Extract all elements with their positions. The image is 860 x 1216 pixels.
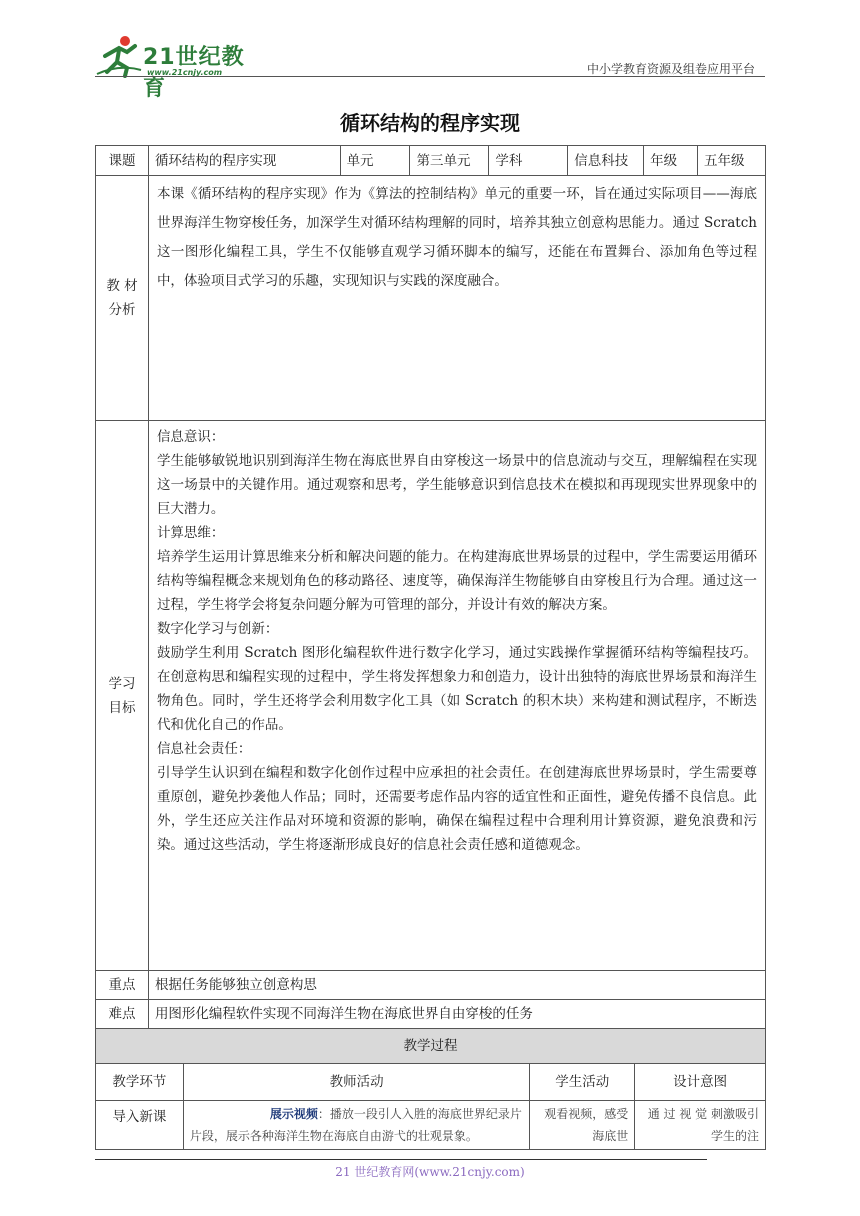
header-teacher: 教师活动 (183, 1064, 530, 1101)
goal-heading-info: 信息意识： (156, 429, 225, 445)
key-point-label: 重点 (96, 971, 149, 1000)
teacher-activity-text: ：播放一段引人入胜的海底世界纪录片片段，展示各种海洋生物在海底自由游弋的壮观景象。 (189, 1107, 522, 1143)
process-row (96, 1101, 766, 1150)
goal-heading-computational: 计算思维： (156, 525, 225, 541)
goals-text-cell (148, 421, 765, 971)
page-title: 循环结构的程序实现 (340, 111, 520, 135)
header-stage: 教学环节 (96, 1064, 184, 1101)
analysis-label-line2: 分析 (108, 302, 136, 318)
grade-label: 年级 (644, 146, 698, 176)
difficulty-row (96, 1000, 766, 1029)
goal-text-responsibility: 引导学生认识到在编程和数字化创作过程中应承担的社会责任。在创建海底世界场景时，学生需要尊重原创，避免抄袭他人作品；同时，还需要考虑作品内容的适宜性和正面性，避免传播不良信息。此外，学生还应关注作品对环境和资源的影响，确保在编程过程中合理利用计算资源，避免浪费和污染。通过这些活动，学生将逐渐形成良好的信息社会责任感和道德观念。 (156, 765, 757, 853)
subject-label: 学科 (489, 146, 568, 176)
goals-row (96, 421, 766, 971)
analysis-row (96, 176, 766, 421)
course-label: 课题 (96, 146, 149, 176)
intent-cell: 通 过 视 觉 刺激吸引学生的注 (635, 1101, 766, 1150)
goals-label-line2: 目标 (108, 699, 136, 716)
goals-label-line1: 学习 (108, 675, 136, 692)
analysis-text-cell (148, 176, 765, 421)
footer-text: 21 世纪教育网(www.21cnjy.com) (335, 1165, 525, 1179)
student-activity-cell: 观看视频，感受海底世 (530, 1101, 635, 1150)
header-intent: 设计意图 (635, 1064, 766, 1101)
goals-label (96, 421, 149, 971)
logo (95, 34, 265, 101)
logo-text: 21世纪教育 (143, 45, 245, 101)
analysis-text: 本课《循环结构的程序实现》作为《算法的控制结构》单元的重要一环，旨在通过实际项目——海底世界海洋生物穿梭任务，加深学生对循环结构理解的同时，培养其独立创意构思能力。通过 Scratch 这一图形化编程工具，学生不仅能够直观学习循环脚本的编写，还能在布置舞台、添加角色等过程中，体验项目式学习的乐趣，实现知识与实践的深度融合。 (156, 186, 757, 289)
teaching-process-table (95, 1028, 766, 1150)
teacher-activity-cell (183, 1101, 530, 1150)
teacher-activity-bold: 展示视频 (269, 1107, 318, 1121)
info-row (96, 146, 766, 176)
process-band: 教学过程 (96, 1029, 766, 1064)
goal-heading-responsibility: 信息社会责任： (156, 741, 252, 757)
platform-name: 中小学教育资源及组卷应用平台 (586, 62, 755, 76)
footer-divider (95, 1159, 707, 1160)
difficulty-label: 难点 (96, 1000, 149, 1029)
logo-url: www.21cnjy.com (147, 68, 223, 77)
goal-text-computational: 培养学生运用计算思维来分析和解决问题的能力。在构建海底世界场景的过程中，学生需要运用循环结构等编程概念来规划角色的移动路径、速度等，确保海洋生物能够自由穿梭且行为合理。通过这一过程，学生将学会将复杂问题分解为可管理的部分，并设计有效的解决方案。 (156, 549, 757, 613)
page-header (95, 30, 765, 101)
header-student: 学生活动 (530, 1064, 635, 1101)
goal-heading-digital: 数字化学习与创新： (156, 621, 279, 637)
course-value: 循环结构的程序实现 (148, 146, 340, 176)
difficulty-text: 用图形化编程软件实现不同海洋生物在海底世界自由穿梭的任务 (148, 1000, 765, 1029)
stage-cell: 导入新课 (96, 1101, 184, 1150)
unit-label: 单元 (340, 146, 410, 176)
runner-logo-icon (95, 34, 143, 78)
unit-value: 第三单元 (410, 146, 489, 176)
subject-value: 信息科技 (568, 146, 644, 176)
key-point-text: 根据任务能够独立创意构思 (148, 971, 765, 1000)
lesson-info-table (95, 145, 766, 1029)
process-header-row (96, 1064, 766, 1101)
goal-text-digital: 鼓励学生利用 Scratch 图形化编程软件进行数字化学习，通过实践操作掌握循环结构等编程技巧。在创意构思和编程实现的过程中，学生将发挥想象力和创造力，设计出独特的海底世界场景和海洋生物角色。同时，学生还将学会利用数字化工具（如 Scratch 的积木块）来构建和测试程序，不断迭代和优化自己的作品。 (156, 645, 757, 733)
header-divider (95, 76, 765, 77)
grade-value: 五年级 (698, 146, 766, 176)
process-band-row (96, 1029, 766, 1064)
goal-text-info: 学生能够敏锐地识别到海洋生物在海底世界自由穿梭这一场景中的信息流动与交互，理解编程在实现这一场景中的关键作用。通过观察和思考，学生能够意识到信息技术在模拟和再现现实世界现象中的巨大潜力。 (156, 453, 757, 517)
analysis-label (96, 176, 149, 421)
key-point-row (96, 971, 766, 1000)
analysis-label-line1: 教 材 (106, 278, 138, 294)
